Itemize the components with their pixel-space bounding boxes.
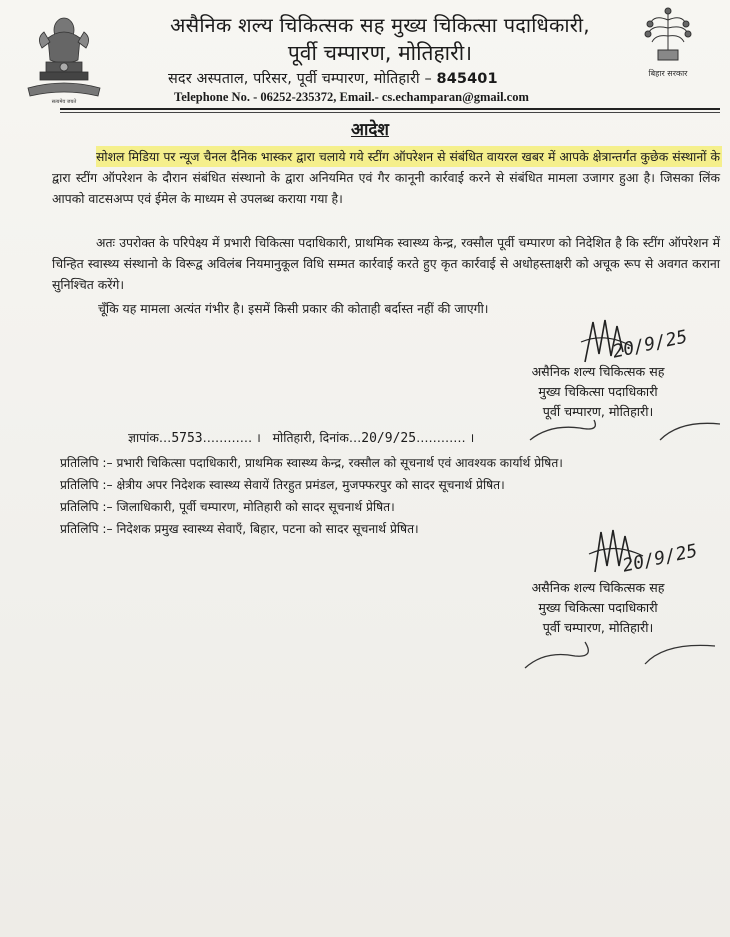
bihar-emblem-icon: [640, 6, 696, 84]
place-date-label: मोतिहारी, दिनांक: [272, 430, 349, 445]
copy-label: प्रतिलिपि :–: [60, 478, 113, 492]
order-paragraph-2: अतः उपरोक्त के परिपेक्ष्य में प्रभारी चिकित्सा पदाधिकारी, प्राथमिक स्वास्थ्य केन्द्र, रक्सौल पूर्वी चम्पारण को निदेशित है कि स्टींग ऑपरेशन में चिन्हित स्वास्थ्य संस्थानो के विरूद्व अविलंब नियमानुकूल विधि सम्मत कार्रवाई करते हुए कृत कार्रवाई से अधोहस्ताक्षरी को अचूक रूप से अवगत कराना सुनिश्चित करेंगे।: [52, 235, 720, 292]
office-address: [168, 68, 608, 88]
sig2-line2: मुख्य चिकित्सा पदाधिकारी: [538, 600, 658, 615]
initials-scribble: [520, 410, 730, 450]
copy-item: [60, 452, 720, 474]
pincode: 845401: [436, 71, 498, 87]
reference-number: 5753: [171, 431, 203, 446]
copy-label: प्रतिलिपि :–: [60, 456, 113, 470]
signature-date-2: 20/9/25: [620, 540, 700, 577]
copy-item: [60, 474, 720, 496]
initials-scribble-2: [515, 628, 725, 678]
sig2-line3: पूर्वी चम्पारण, मोतिहारी।: [542, 620, 654, 635]
order-paragraph-3-text: चूँकि यह मामला अत्यंत गंभीर है। इसमें किसी प्रकार की कोताही बर्दास्त नहीं की जाएगी।: [98, 301, 489, 316]
svg-text:सत्यमेव जयते: सत्यमेव जयते: [51, 99, 77, 105]
copy-label: प्रतिलिपि :–: [60, 522, 113, 536]
sig1-line2: मुख्य चिकित्सा पदाधिकारी: [538, 384, 658, 399]
copy-text: निदेशक प्रमुख स्वास्थ्य सेवाएँ, बिहार, पटना को सादर सूचनार्थ प्रेषित।: [116, 522, 419, 536]
copy-text: जिलाधिकारी, पूर्वी चम्पारण, मोतिहारी को सादर सूचनार्थ प्रेषित।: [116, 500, 395, 514]
office-subtitle: पूर्वी चम्पारण, मोतिहारी।: [287, 41, 473, 65]
reference-label: ज्ञापांक: [128, 430, 159, 445]
order-heading: आदेश: [351, 120, 389, 140]
address-text: सदर अस्पताल, परिसर, पूर्वी चम्पारण, मोतिहारी –: [168, 71, 432, 87]
copy-label: प्रतिलिपि :–: [60, 500, 113, 514]
sig1-line1: असैनिक शल्य चिकित्सक सह: [531, 364, 665, 379]
order-paragraph-1: सोशल मिडिया पर न्यूज चैनल दैनिक भास्कर द्वारा चलाये गये स्टींग ऑपरेशन से संबंधित वायरल खबर में आपके क्षेत्रान्तर्गत कुछेक संस्थानों के द्वारा स्टींग ऑपरेशन के दौरान संबंधित संस्थानो के द्वारा अनियमित एवं गैर कानूनी कार्रवाई करने से संबंधित मामला उजागर हुआ है। जिसका लिंक आपको वाटसअप्प एवं ईमेल के माध्यम से उपलब्ध कराया गया है।: [52, 149, 720, 206]
copy-text: प्रभारी चिकित्सा पदाधिकारी, प्राथमिक स्वास्थ्य केन्द्र, रक्सौल को सूचनार्थ एवं आवश्यक कार्यार्थ प्रेषित।: [116, 456, 563, 470]
national-emblem-icon: [18, 8, 110, 106]
sig1-line3: पूर्वी चम्पारण, मोतिहारी।: [542, 404, 654, 419]
header-rule-thin: [60, 112, 720, 113]
emblem-caption: बिहार सरकार: [648, 69, 688, 78]
copy-text: क्षेत्रीय अपर निदेशक स्वास्थ्य सेवायें तिरहुत प्रमंडल, मुजफ्फरपुर को सादर सूचनार्थ प्रेषित।: [116, 478, 505, 492]
reference-line: ज्ञापांक…5753………… । मोतिहारी, दिनांक…20/9/25………… ।: [128, 430, 475, 446]
contact-line: Telephone No. - 06252-235372, Email.- cs.echamparan@gmail.com: [174, 90, 529, 104]
sig2-line1: असैनिक शल्य चिकित्सक सह: [531, 580, 665, 595]
header-rule: [60, 108, 720, 110]
copy-item: [60, 496, 720, 518]
office-title: असैनिक शल्य चिकित्सक सह मुख्य चिकित्सा पदाधिकारी,: [170, 13, 590, 37]
reference-date: 20/9/25: [361, 431, 417, 446]
signature-date: 20/9/25: [610, 326, 690, 363]
